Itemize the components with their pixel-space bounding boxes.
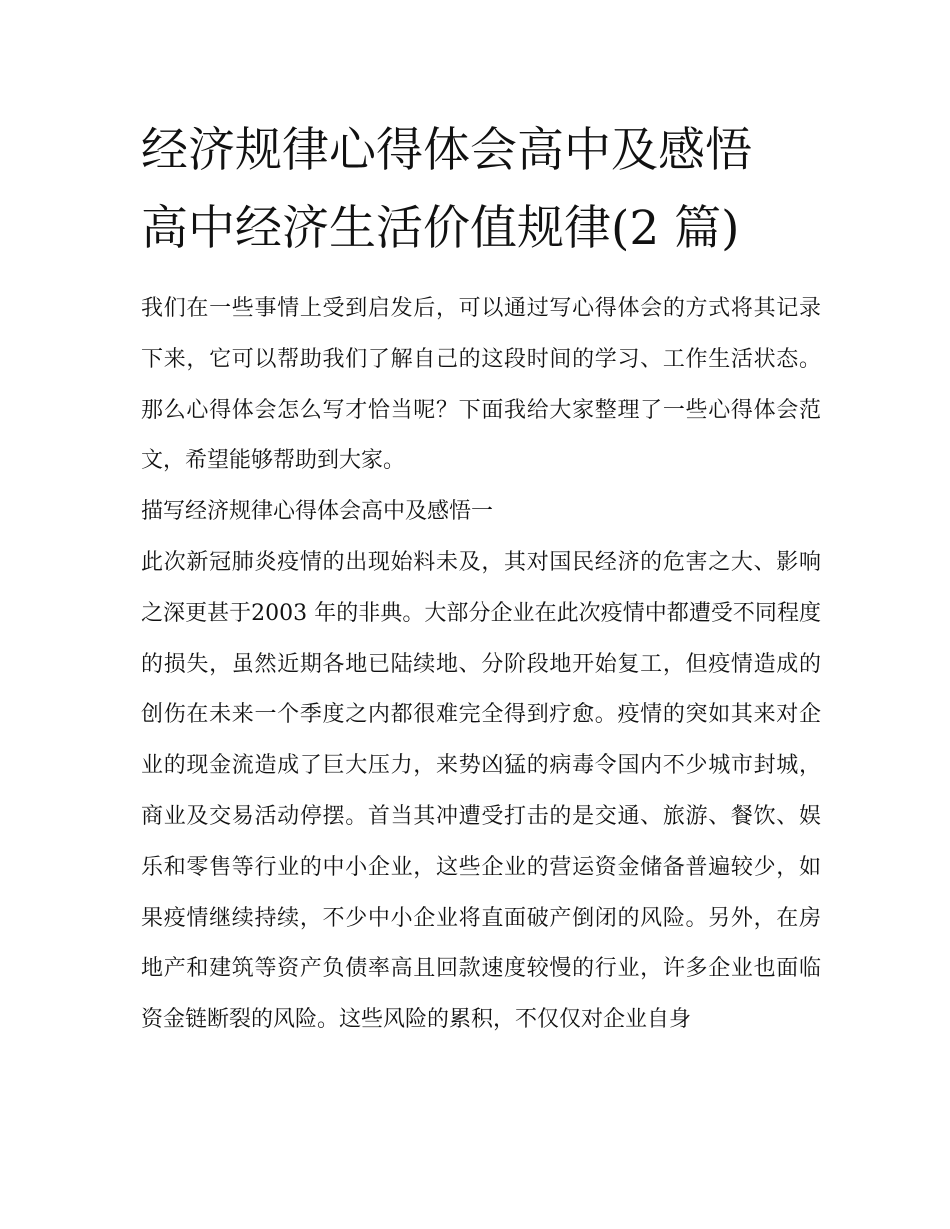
body-paragraph: 此次新冠肺炎疫情的出现始料未及，其对国民经济的危害之大、影响之深更甚于2003 年的非典。大部分企业在此次疫情中都遭受不同程度的损失，虽然近期各地已陆续地、分阶段地开始复工，但疫情造成的创伤在未来一个季度之内都很难完全得到疗愈。疫情的突如其来对企业的现金流造成了巨大压力，来势凶猛的病毒令国内不少城市封城，商业及交易活动停摆。首当其冲遭受打击的是交通、旅游、餐饮、娱乐和零售等行业的中小企业，这些企业的营运资金储备普遍较少，如果疫情继续持续，不少中小企业将直面破产倒闭的风险。另外，在房地产和建筑等资产负债率高且回款速度较慢的行业，许多企业也面临资金链断裂的风险。这些风险的累积，不仅仅对企业自身 (141, 549, 821, 1033)
document-content (141, 112, 821, 1046)
section-heading: 描写经济规律心得体会高中及感悟一 (141, 499, 494, 525)
document-title: 经济规律心得体会高中及感悟 高中经济生活价值规律(2 篇) (141, 123, 752, 256)
intro-paragraph: 我们在一些事情上受到启发后，可以通过写心得体会的方式将其记录下来，它可以帮助我们了解自己的这段时间的学习、工作生活状态。那么心得体会怎么写才恰当呢？下面我给大家整理了一些心得体会范文，希望能够帮助到大家。 (141, 296, 821, 474)
